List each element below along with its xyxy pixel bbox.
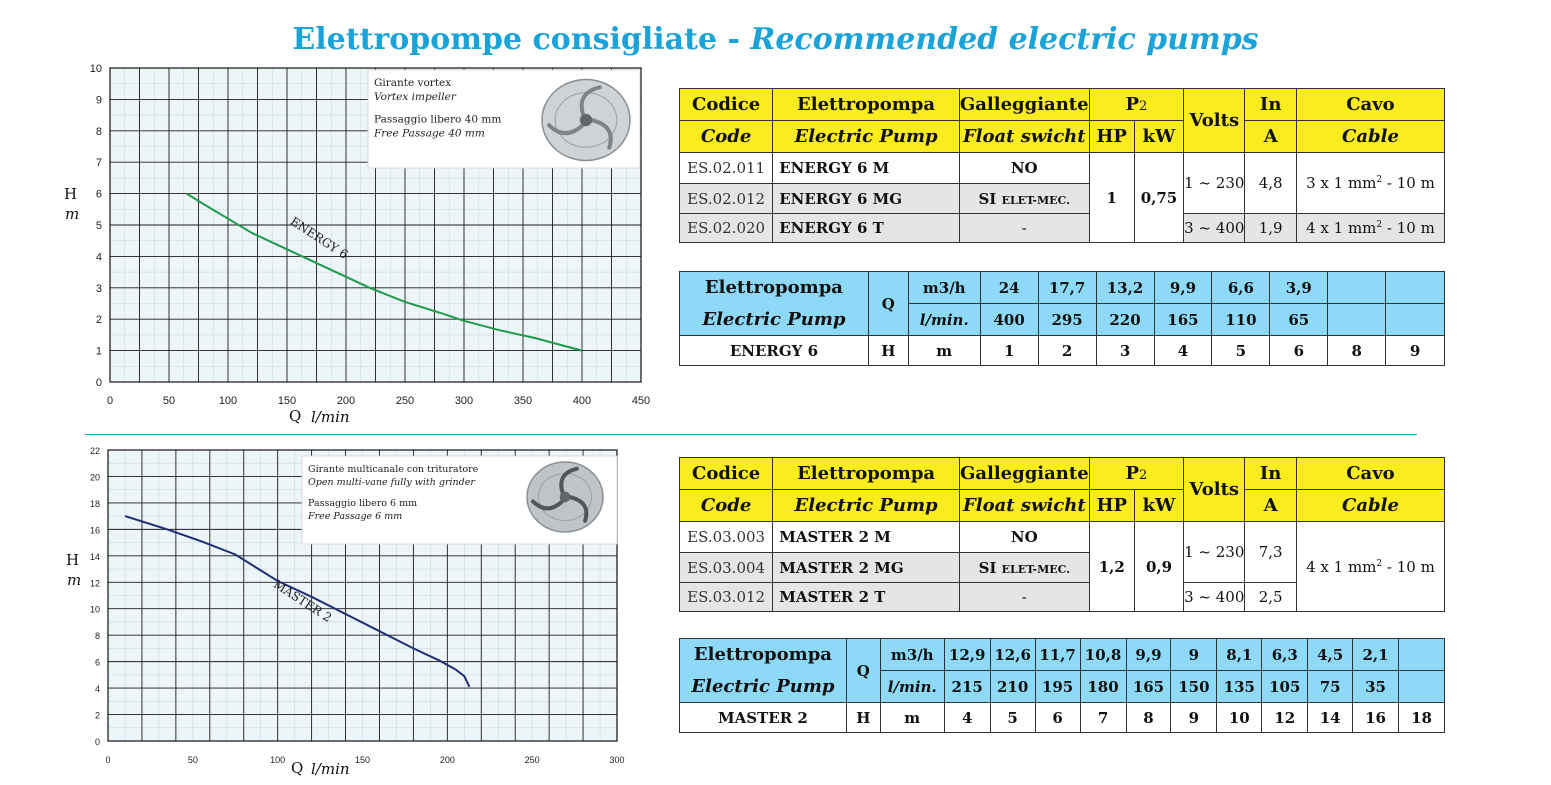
master-chart — [60, 440, 660, 785]
perf-lmin: 150 — [1171, 671, 1217, 703]
perf-m3h: 6,6 — [1212, 272, 1270, 304]
cell-kw: 0,75 — [1134, 153, 1183, 243]
x-tick-label: 50 — [162, 395, 176, 407]
x-tick-label: 200 — [439, 755, 455, 765]
cell-code: ES.02.020 — [680, 214, 773, 243]
title-italic: Recommended electric pumps — [750, 22, 1259, 57]
x-tick-label: 400 — [572, 395, 592, 407]
th-p2 — [1089, 89, 1184, 121]
cell-code: ES.02.012 — [680, 184, 773, 214]
cell-hp: 1,2 — [1089, 522, 1134, 612]
th-float: Float swicht — [959, 121, 1089, 153]
cell-code: ES.03.012 — [680, 583, 773, 612]
perf-m-label: m — [880, 703, 944, 733]
perf-h: 9 — [1386, 336, 1445, 366]
y-tick-label: 7 — [95, 157, 102, 170]
perf-m3h — [1399, 639, 1445, 671]
float-si: SI — [978, 558, 997, 577]
cell-amp: 7,3 — [1245, 522, 1297, 583]
cell-model: MASTER 2 MG — [773, 553, 960, 583]
perf-h: 10 — [1217, 703, 1262, 733]
th-cavo: Cavo — [1296, 89, 1444, 121]
th-p2-text: P — [1125, 463, 1139, 484]
perf-m3h: 11,7 — [1035, 639, 1080, 671]
cable-sup: 2 — [1376, 175, 1383, 185]
th-codice: Codice — [680, 458, 773, 490]
y-tick-label: 0 — [94, 737, 100, 747]
th-code: Code — [680, 490, 773, 522]
perf-h: 12 — [1262, 703, 1308, 733]
perf-m3h: 17,7 — [1038, 272, 1096, 304]
x-axis-label: Q — [291, 759, 304, 777]
y-tick-label: 3 — [95, 282, 102, 295]
cell-float — [959, 184, 1089, 214]
perf-elettropompa: Elettropompa — [680, 639, 847, 671]
th-volts: Volts — [1184, 89, 1245, 153]
th-in: In — [1245, 89, 1297, 121]
cell-kw: 0,9 — [1134, 522, 1183, 612]
perf-m3h: 4,5 — [1308, 639, 1353, 671]
perf-lmin — [1399, 671, 1445, 703]
th-p2 — [1089, 458, 1183, 490]
perf-q: Q — [846, 639, 880, 703]
info-text: Open multi-vane fully with grinder — [308, 477, 475, 488]
perf-lmin: 215 — [944, 671, 990, 703]
th-p2-sub: 2 — [1138, 99, 1148, 114]
float-small: ELET-MEC. — [1001, 193, 1070, 207]
y-tick-label: 5 — [95, 220, 102, 232]
perf-h: 2 — [1038, 336, 1096, 366]
energy-performance-table — [679, 271, 1445, 366]
y-tick-label: 18 — [89, 498, 100, 509]
cell-float — [959, 553, 1089, 583]
y-tick-label: 2 — [94, 710, 100, 721]
cable-tail: - 10 m — [1382, 174, 1435, 192]
title-main: Elettropompe consigliate - — [292, 22, 751, 57]
y-axis-label: H — [64, 185, 78, 203]
perf-lmin: 195 — [1035, 671, 1080, 703]
perf-h: 1 — [980, 336, 1038, 366]
perf-m3h: 10,8 — [1080, 639, 1126, 671]
th-cable: Cable — [1296, 121, 1444, 153]
float-si: SI — [978, 189, 997, 208]
perf-m-label: m — [908, 336, 980, 366]
perf-h-label: H — [846, 703, 880, 733]
cable-text: 4 x 1 mm — [1306, 219, 1377, 237]
cable-text: 4 x 1 mm — [1306, 557, 1377, 576]
x-axis-label: Q — [289, 407, 302, 425]
perf-elettropompa: Elettropompa — [680, 272, 869, 304]
page-title — [0, 20, 1551, 60]
x-tick-label: 250 — [395, 395, 415, 407]
cell-cable — [1296, 522, 1444, 612]
cell-model: MASTER 2 M — [773, 522, 960, 553]
perf-lmin: 210 — [990, 671, 1035, 703]
th-galleggiante: Galleggiante — [959, 458, 1089, 490]
perf-h: 14 — [1308, 703, 1353, 733]
perf-m3h: 8,1 — [1217, 639, 1262, 671]
x-tick-label: 300 — [609, 755, 625, 765]
cell-amp: 4,8 — [1245, 153, 1297, 214]
th-p2-sub: 2 — [1139, 468, 1148, 483]
cable-text: 3 x 1 mm — [1306, 174, 1377, 192]
perf-lmin: 65 — [1270, 304, 1328, 336]
y-tick-label: 22 — [89, 446, 100, 456]
perf-h: 5 — [990, 703, 1035, 733]
perf-lmin: 220 — [1096, 304, 1154, 336]
cell-cable — [1296, 214, 1444, 243]
perf-m3h-label: m3/h — [880, 639, 944, 671]
perf-m3h — [1328, 272, 1386, 304]
cell-model: ENERGY 6 M — [773, 153, 960, 184]
impeller-hub — [560, 492, 571, 503]
x-tick-label: 150 — [277, 395, 297, 407]
x-tick-label: 150 — [354, 755, 371, 765]
perf-h: 4 — [944, 703, 990, 733]
y-tick-label: 4 — [95, 251, 102, 264]
th-a: A — [1245, 121, 1297, 153]
cell-volts: 3 ~ 400 — [1184, 583, 1245, 612]
series-label: ENERGY 6 — [287, 214, 351, 262]
perf-lmin: 110 — [1212, 304, 1270, 336]
th-kw: kW — [1134, 121, 1183, 153]
th-galleggiante: Galleggiante — [959, 89, 1089, 121]
perf-h: 6 — [1270, 336, 1328, 366]
x-tick-label: 0 — [106, 395, 114, 407]
x-tick-label: 200 — [336, 395, 356, 407]
perf-m3h: 6,3 — [1262, 639, 1308, 671]
cable-tail: - 10 m — [1382, 219, 1435, 237]
perf-lmin: 105 — [1262, 671, 1308, 703]
x-tick-label: 350 — [513, 395, 533, 407]
info-text: Passaggio libero 6 mm — [308, 497, 418, 509]
x-tick-label: 100 — [270, 755, 286, 765]
x-tick-label: 450 — [631, 395, 651, 407]
perf-lmin — [1328, 304, 1386, 336]
section-divider — [85, 434, 1417, 435]
cell-volts: 1 ~ 230 — [1184, 522, 1245, 583]
perf-h: 9 — [1171, 703, 1217, 733]
info-text: Vortex impeller — [374, 91, 456, 103]
perf-lmin: 400 — [980, 304, 1038, 336]
perf-model: ENERGY 6 — [680, 336, 869, 366]
th-cable: Cable — [1296, 490, 1444, 522]
cell-volts: 1 ~ 230 — [1184, 153, 1245, 214]
th-codice: Codice — [680, 89, 773, 121]
cable-sup: 2 — [1376, 558, 1383, 569]
cell-volts: 3 ~ 400 — [1184, 214, 1245, 243]
energy-chart-svg — [60, 60, 660, 430]
perf-h-label: H — [868, 336, 908, 366]
cell-float: - — [959, 214, 1089, 243]
cell-float: NO — [959, 522, 1089, 553]
perf-electric-pump: Electric Pump — [680, 304, 869, 336]
perf-m3h: 9 — [1171, 639, 1217, 671]
perf-m3h — [1386, 272, 1445, 304]
x-tick-label: 250 — [524, 755, 540, 765]
perf-h: 7 — [1080, 703, 1126, 733]
y-tick-label: 2 — [95, 314, 102, 327]
perf-m3h: 9,9 — [1126, 639, 1171, 671]
info-text: Free Passage 6 mm — [308, 510, 403, 522]
perf-m3h: 24 — [980, 272, 1038, 304]
th-hp: HP — [1089, 121, 1134, 153]
y-tick-label: 8 — [95, 125, 102, 138]
cable-sup: 2 — [1376, 220, 1383, 230]
cell-code: ES.02.011 — [680, 153, 773, 184]
perf-h: 5 — [1212, 336, 1270, 366]
y-tick-label: 8 — [94, 631, 100, 642]
perf-m3h: 12,9 — [944, 639, 990, 671]
info-text: Girante vortex — [374, 77, 452, 89]
impeller-icon — [542, 80, 630, 161]
cell-code: ES.03.003 — [680, 522, 773, 553]
perf-h: 3 — [1096, 336, 1154, 366]
master-spec-table — [679, 457, 1445, 612]
perf-lmin: 35 — [1353, 671, 1399, 703]
perf-m3h: 2,1 — [1353, 639, 1399, 671]
y-tick-label: 6 — [94, 657, 100, 668]
th-volts: Volts — [1184, 458, 1245, 522]
perf-h: 8 — [1328, 336, 1386, 366]
y-tick-label: 9 — [95, 94, 102, 107]
x-tick-label: 100 — [218, 395, 238, 407]
th-p2-text: P — [1125, 94, 1139, 115]
cell-model: ENERGY 6 MG — [773, 184, 960, 214]
y-axis-unit: m — [67, 571, 82, 589]
cell-amp: 1,9 — [1245, 214, 1297, 243]
y-axis-label: H — [66, 551, 80, 569]
perf-m3h: 9,9 — [1154, 272, 1212, 304]
cell-model: MASTER 2 T — [773, 583, 960, 612]
perf-lmin: 180 — [1080, 671, 1126, 703]
y-tick-label: 10 — [89, 604, 100, 615]
impeller-icon — [527, 462, 603, 532]
master-performance-table — [679, 638, 1445, 733]
perf-lmin: 295 — [1038, 304, 1096, 336]
y-tick-label: 14 — [89, 551, 100, 562]
info-text: Free Passage 40 mm — [374, 127, 485, 140]
perf-model: MASTER 2 — [680, 703, 847, 733]
info-text: Passaggio libero 40 mm — [374, 113, 502, 126]
x-axis-unit: l/min — [311, 408, 350, 426]
perf-h: 4 — [1154, 336, 1212, 366]
y-tick-label: 4 — [94, 684, 100, 695]
perf-electric-pump: Electric Pump — [680, 671, 847, 703]
y-tick-label: 10 — [89, 63, 102, 75]
perf-h: 18 — [1399, 703, 1445, 733]
th-electric-pump: Electric Pump — [773, 490, 960, 522]
perf-lmin: 165 — [1154, 304, 1212, 336]
perf-lmin: 75 — [1308, 671, 1353, 703]
cell-amp: 2,5 — [1245, 583, 1297, 612]
cell-float: - — [959, 583, 1089, 612]
y-tick-label: 1 — [95, 345, 102, 358]
perf-m3h-label: m3/h — [908, 272, 980, 304]
y-tick-label: 12 — [89, 578, 100, 589]
perf-lmin-label: l/min. — [908, 304, 980, 336]
perf-q: Q — [868, 272, 908, 336]
cable-tail: - 10 m — [1382, 557, 1435, 576]
cell-model: ENERGY 6 T — [773, 214, 960, 243]
master-chart-svg — [60, 440, 660, 785]
perf-h: 8 — [1126, 703, 1171, 733]
y-tick-label: 16 — [89, 525, 100, 536]
th-elettropompa: Elettropompa — [773, 89, 960, 121]
th-a: A — [1245, 490, 1297, 522]
th-float: Float swicht — [959, 490, 1089, 522]
cell-float: NO — [959, 153, 1089, 184]
perf-lmin: 165 — [1126, 671, 1171, 703]
x-axis-unit: l/min — [311, 760, 350, 778]
th-cavo: Cavo — [1296, 458, 1444, 490]
x-tick-label: 0 — [105, 755, 111, 765]
perf-lmin-label: l/min. — [880, 671, 944, 703]
th-electric-pump: Electric Pump — [773, 121, 960, 153]
x-tick-label: 300 — [454, 395, 474, 407]
y-tick-label: 0 — [95, 377, 102, 389]
info-text: Girante multicanale con trituratore — [308, 464, 479, 475]
x-tick-label: 50 — [187, 755, 198, 765]
impeller-hub — [580, 114, 592, 126]
perf-m3h: 13,2 — [1096, 272, 1154, 304]
energy-spec-table — [679, 88, 1445, 243]
y-tick-label: 6 — [95, 188, 102, 201]
th-kw: kW — [1134, 490, 1183, 522]
cell-cable — [1296, 153, 1444, 214]
perf-lmin — [1386, 304, 1445, 336]
th-elettropompa: Elettropompa — [773, 458, 960, 490]
perf-m3h: 12,6 — [990, 639, 1035, 671]
series-label: MASTER 2 — [270, 577, 335, 625]
cell-code: ES.03.004 — [680, 553, 773, 583]
y-tick-label: 20 — [89, 472, 100, 483]
perf-lmin: 135 — [1217, 671, 1262, 703]
float-small: ELET-MEC. — [1001, 562, 1071, 576]
perf-m3h: 3,9 — [1270, 272, 1328, 304]
th-code: Code — [680, 121, 773, 153]
y-axis-unit: m — [65, 205, 80, 223]
th-hp: HP — [1089, 490, 1134, 522]
energy-chart — [60, 60, 660, 430]
perf-h: 6 — [1035, 703, 1080, 733]
perf-h: 16 — [1353, 703, 1399, 733]
th-in: In — [1245, 458, 1297, 490]
cell-hp: 1 — [1089, 153, 1134, 243]
